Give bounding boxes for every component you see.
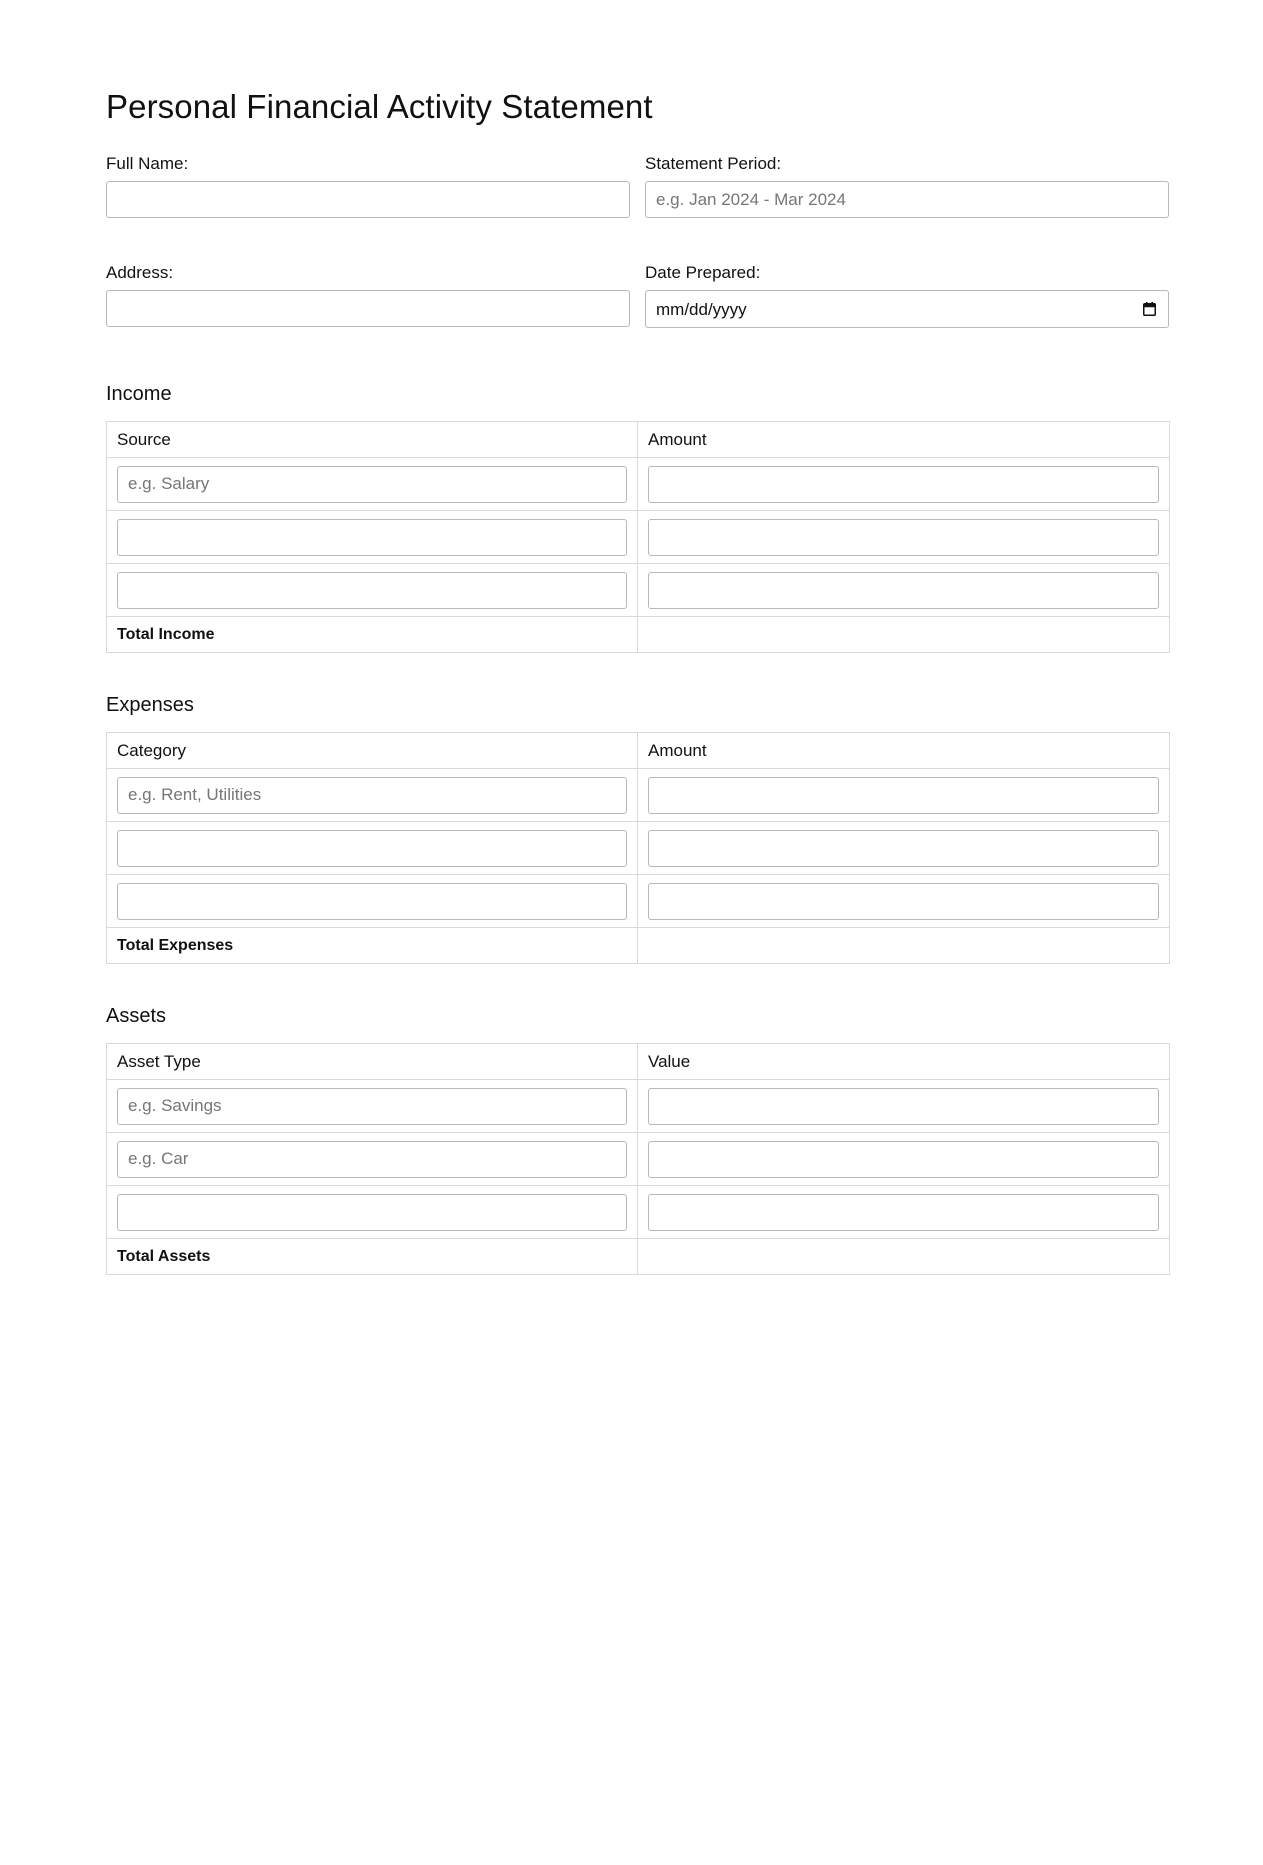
date-prepared-field	[645, 263, 1169, 328]
expense-category-input-3[interactable]	[117, 883, 627, 920]
assets-value-header: Value	[638, 1044, 1170, 1080]
table-row	[107, 769, 1170, 822]
asset-value-input-2[interactable]	[648, 1141, 1159, 1178]
income-amount-input-1[interactable]	[648, 466, 1159, 503]
table-row	[107, 1133, 1170, 1186]
address-field	[106, 263, 630, 327]
assets-heading: Assets	[106, 1005, 167, 1027]
income-amount-header: Amount	[638, 422, 1170, 458]
table-row	[107, 875, 1170, 928]
total-expenses-label: Total Expenses	[107, 928, 638, 964]
date-prepared-label: Date Prepared:	[645, 263, 761, 282]
table-row	[107, 1080, 1170, 1133]
table-row	[107, 458, 1170, 511]
income-amount-input-2[interactable]	[648, 519, 1159, 556]
full-name-input[interactable]	[106, 181, 630, 218]
table-row	[107, 1186, 1170, 1239]
table-row	[107, 822, 1170, 875]
address-label: Address:	[106, 263, 174, 282]
page-title: Personal Financial Activity Statement	[106, 88, 653, 125]
expense-amount-input-1[interactable]	[648, 777, 1159, 814]
full-name-field	[106, 154, 630, 218]
date-prepared-input[interactable]	[645, 290, 1169, 328]
income-table	[106, 421, 1170, 653]
expense-category-input-1[interactable]	[117, 777, 627, 814]
table-row	[107, 511, 1170, 564]
calendar-icon[interactable]	[1143, 302, 1156, 316]
income-total-row	[107, 617, 1170, 653]
total-assets-value	[638, 1239, 1170, 1275]
expenses-header-row	[107, 733, 1170, 769]
asset-value-input-3[interactable]	[648, 1194, 1159, 1231]
address-input[interactable]	[106, 290, 630, 327]
assets-type-header: Asset Type	[107, 1044, 638, 1080]
asset-type-input-1[interactable]	[117, 1088, 627, 1125]
income-amount-input-3[interactable]	[648, 572, 1159, 609]
expense-amount-input-2[interactable]	[648, 830, 1159, 867]
expense-category-input-2[interactable]	[117, 830, 627, 867]
income-source-header: Source	[107, 422, 638, 458]
expenses-total-row	[107, 928, 1170, 964]
asset-value-input-1[interactable]	[648, 1088, 1159, 1125]
total-assets-label: Total Assets	[107, 1239, 638, 1275]
statement-period-field	[645, 154, 1169, 218]
total-income-label: Total Income	[107, 617, 638, 653]
income-source-input-3[interactable]	[117, 572, 627, 609]
income-heading: Income	[106, 383, 172, 405]
table-row	[107, 564, 1170, 617]
asset-type-input-3[interactable]	[117, 1194, 627, 1231]
assets-total-row	[107, 1239, 1170, 1275]
expenses-heading: Expenses	[106, 694, 194, 716]
assets-table	[106, 1043, 1170, 1275]
statement-period-label: Statement Period:	[645, 154, 782, 173]
statement-period-input[interactable]	[645, 181, 1169, 218]
total-expenses-value	[638, 928, 1170, 964]
income-source-input-2[interactable]	[117, 519, 627, 556]
date-prepared-value: mm/dd/yyyy	[656, 300, 747, 319]
expenses-amount-header: Amount	[638, 733, 1170, 769]
income-source-input-1[interactable]	[117, 466, 627, 503]
expenses-table	[106, 732, 1170, 964]
assets-header-row	[107, 1044, 1170, 1080]
income-header-row	[107, 422, 1170, 458]
asset-type-input-2[interactable]	[117, 1141, 627, 1178]
total-income-value	[638, 617, 1170, 653]
expense-amount-input-3[interactable]	[648, 883, 1159, 920]
full-name-label: Full Name:	[106, 154, 189, 173]
expenses-category-header: Category	[107, 733, 638, 769]
